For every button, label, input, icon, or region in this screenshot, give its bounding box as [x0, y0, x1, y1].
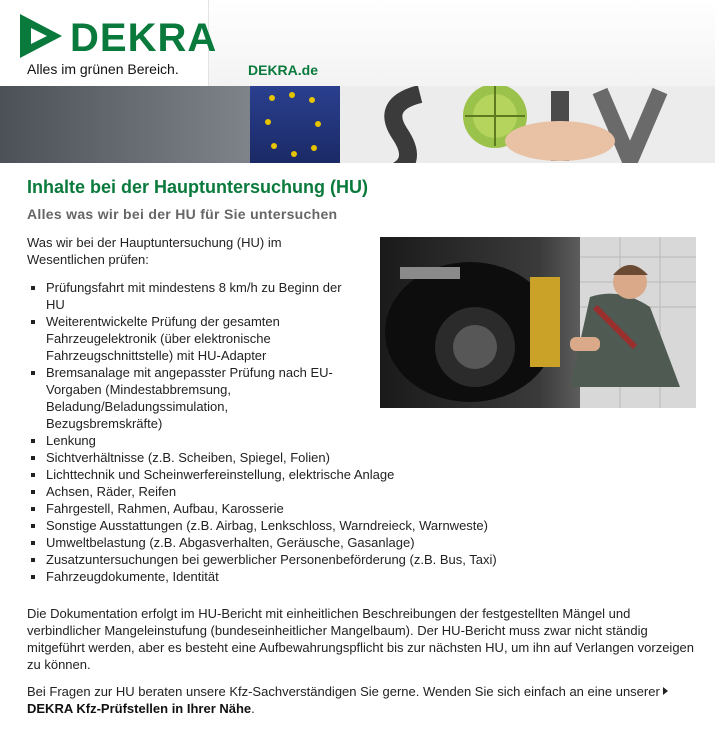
logo-wordmark: DEKRA	[70, 16, 218, 60]
header-banner-image	[0, 86, 715, 163]
list-item: Sichtverhältnisse (z.B. Scheiben, Spiegel, Folien)	[27, 449, 497, 466]
dekra-de-link[interactable]: DEKRA.de	[248, 62, 319, 78]
list-item: Bremsanalage mit angepasster Prüfung nach EU-Vorgaben (Mindestabbremsung, Beladung/Beladungssimulation, Bezugsbremskräfte)	[27, 364, 346, 432]
list-item: Zusatzuntersuchungen bei gewerblicher Personenbeförderung (z.B. Bus, Taxi)	[27, 551, 497, 568]
pruefstellen-link-label: DEKRA Kfz-Prüfstellen in Ihrer Nähe	[27, 701, 252, 716]
contact-end: .	[251, 701, 255, 716]
list-item: Fahrgestell, Rahmen, Aufbau, Karosserie	[27, 500, 497, 517]
list-item: Umweltbelastung (z.B. Abgasverhalten, Geräusche, Gasanlage)	[27, 534, 497, 551]
inspection-checklist	[27, 279, 497, 585]
list-item: Prüfungsfahrt mit mindestens 8 km/h zu Beginn der HU	[27, 279, 346, 313]
page-header	[0, 0, 715, 86]
arrow-right-icon	[663, 687, 668, 695]
list-item: Achsen, Räder, Reifen	[27, 483, 497, 500]
list-item: Weiterentwickelte Prüfung der gesamten Fahrzeugelektronik (über elektronische Fahrzeugschnittstelle) mit HU-Adapter	[27, 313, 346, 364]
list-item: Lenkung	[27, 432, 497, 449]
contact-paragraph	[27, 683, 695, 717]
dekra-logo[interactable]	[18, 14, 218, 62]
page-title: Inhalte bei der Hauptuntersuchung (HU)	[27, 177, 369, 197]
list-item: Fahrzeugdokumente, Identität	[27, 568, 497, 585]
page-subtitle: Alles was wir bei der HU für Sie untersuchen	[27, 206, 338, 222]
documentation-paragraph: Die Dokumentation erfolgt im HU-Bericht mit einheitlichen Beschreibungen der festgestellten Mängel und verbindlicher Mangeleinstufung (bundeseinheitlicher Mangelbaum). Der HU-Bericht muss zwar nicht ständig mitgeführt werden, aber es besteht eine Aufbewahrungspflicht bis zur nächsten HU, um ihn auf Verlangen vorzeigen zu können.	[27, 606, 695, 672]
contact-text: Bei Fragen zur HU beraten unsere Kfz-Sachverständigen Sie gerne. Wenden Sie sich einfach an eine unserer	[27, 684, 660, 699]
slogan: Alles im grünen Bereich.	[27, 61, 179, 77]
dekra-logo-icon	[18, 14, 64, 58]
list-item: Lichttechnik und Scheinwerfereinstellung, elektrische Anlage	[27, 466, 497, 483]
intro-text: Was wir bei der Hauptuntersuchung (HU) im Wesentlichen prüfen:	[27, 235, 282, 267]
list-item: Sonstige Ausstattungen (z.B. Airbag, Lenkschloss, Warndreieck, Warnweste)	[27, 517, 497, 534]
